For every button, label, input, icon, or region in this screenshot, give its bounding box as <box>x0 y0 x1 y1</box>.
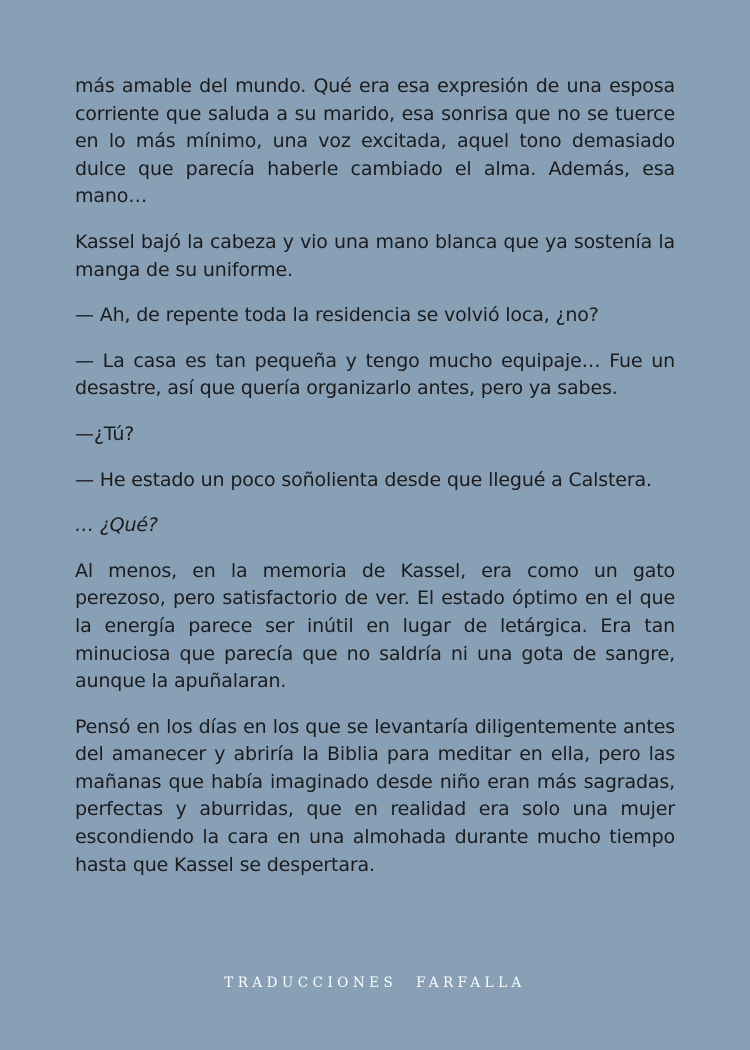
paragraph-7: … ¿Qué? <box>75 514 158 537</box>
paragraph-6: — He estado un poco soñolienta desde que llegué a Calstera. <box>75 468 652 491</box>
paragraph-2: Kassel bajó la cabeza y vio una mano blanca que ya sostenía la manga de su uniforme. <box>75 230 675 281</box>
paragraph-9: Pensó en los días en los que se levantaría diligentemente antes del amanecer y abriría la Biblia para meditar en ella, pero las mañanas que había imaginado desde niño eran más sagradas, perfectas y aburridas, que en realidad era solo una mujer escondiendo la cara en una almohada durante mucho tiempo hasta que Kassel se despertara. <box>75 715 675 876</box>
paragraph-5: —¿Tú? <box>75 422 135 445</box>
page-body <box>75 73 675 897</box>
paragraph-4: — La casa es tan pequeña y tengo mucho equipaje… Fue un desastre, así que quería organizarlo antes, pero ya sabes. <box>75 349 675 400</box>
paragraph-8: Al menos, en la memoria de Kassel, era como un gato perezoso, pero satisfactorio de ver. El estado óptimo en el que la energía parece ser inútil en lugar de letárgica. Era tan minuciosa que parecía que no saldría ni una gota de sangre, aunque la apuñalaran. <box>75 559 675 693</box>
paragraph-1: más amable del mundo. Qué era esa expresión de una esposa corriente que saluda a su marido, esa sonrisa que no se tuerce en lo más mínimo, una voz excitada, aquel tono demasiado dulce que parecía haberle cambiado el alma. Además, esa mano… <box>75 75 675 208</box>
footer-credit: TRADUCCIONES FARFALLA <box>224 975 526 991</box>
paragraph-3: — Ah, de repente toda la residencia se volvió loca, ¿no? <box>75 304 599 327</box>
